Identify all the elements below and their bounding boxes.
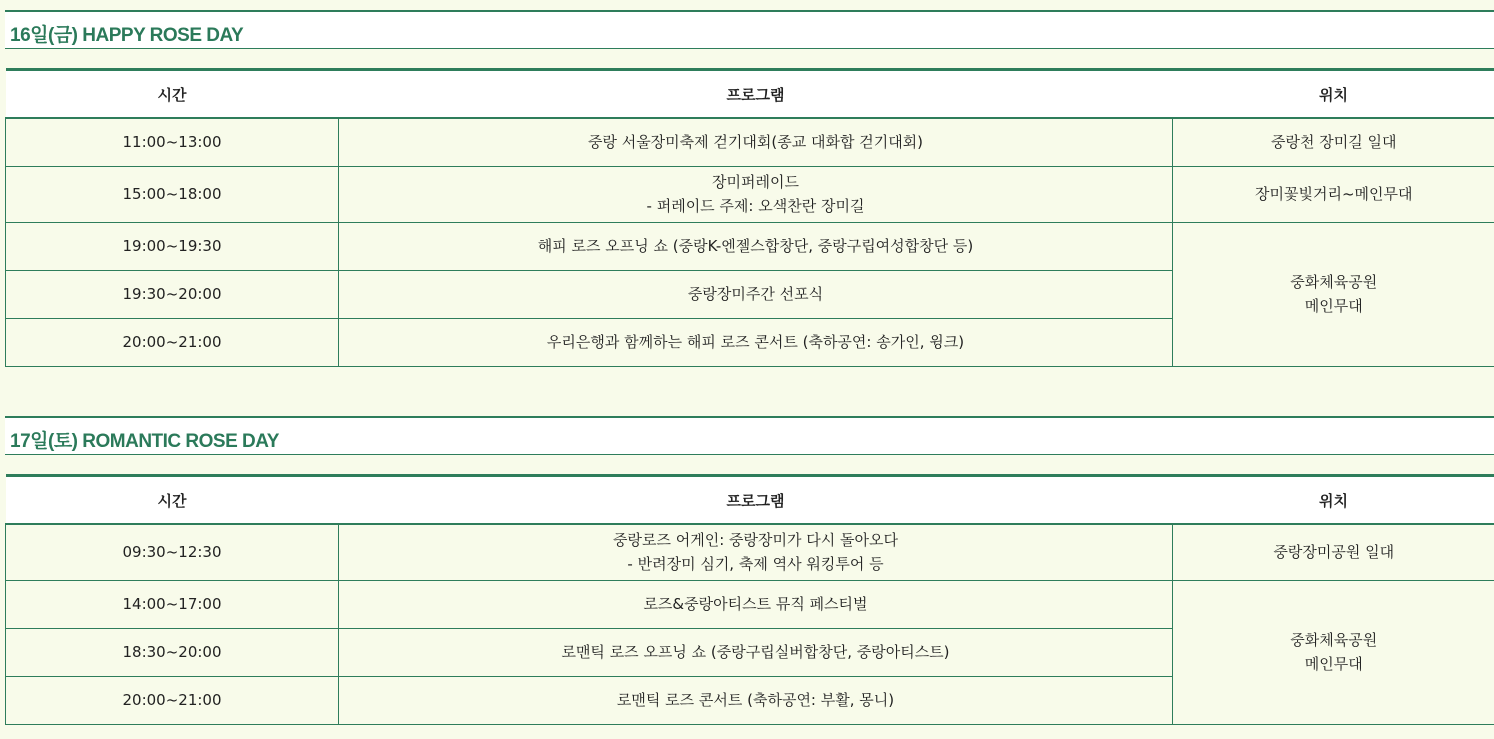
table-header-row (6, 476, 1494, 525)
location-line: 메인무대 (1304, 655, 1363, 673)
program-cell (339, 318, 1173, 366)
program-cell (339, 166, 1173, 222)
location-line: 중화체육공원 (1290, 273, 1378, 291)
program-line: 중랑로즈 어게인: 중랑장미가 다시 돌아오다 (613, 531, 898, 550)
program-line: - 퍼레이드 주제: 오색찬란 장미길 (646, 197, 865, 215)
time-cell: 20:00~21:00 (6, 676, 339, 724)
location-cell (1173, 222, 1494, 366)
table-row (6, 222, 1494, 270)
program-line: - 반려장미 심기, 축제 역사 워킹투어 등 (627, 555, 884, 574)
program-cell (339, 524, 1173, 580)
header-program: 프로그램 (339, 476, 1173, 525)
location-cell (1173, 580, 1494, 724)
program-line: 해피 로즈 오프닝 쇼 (중랑K-엔젤스합창단, 중랑구립여성합창단 등) (537, 237, 974, 255)
table-row (6, 524, 1494, 580)
time-cell: 09:30~12:30 (6, 524, 339, 580)
time-cell: 20:00~21:00 (6, 318, 339, 366)
program-cell (339, 118, 1173, 166)
location-cell (1173, 118, 1494, 166)
location-cell (1173, 166, 1494, 222)
time-cell: 11:00~13:00 (6, 118, 339, 166)
table-header-row (6, 70, 1494, 119)
table-row (6, 580, 1494, 628)
program-line: 로맨틱 로즈 오프닝 쇼 (중랑구립실버합창단, 중랑아티스트) (561, 643, 950, 661)
program-cell (339, 628, 1173, 676)
program-line: 중랑 서울장미축제 걷기대회(종교 대화합 걷기대회) (587, 133, 924, 152)
location-line: 중랑천 장미길 일대 (1271, 133, 1397, 152)
header-program: 프로그램 (339, 70, 1173, 119)
location-line: 메인무대 (1304, 297, 1363, 315)
schedule-table (5, 68, 1494, 367)
location-cell (1173, 524, 1494, 580)
program-line: 로맨틱 로즈 콘서트 (축하공연: 부활, 몽니) (616, 691, 895, 709)
day-header (5, 10, 1494, 49)
program-cell (339, 270, 1173, 318)
time-cell: 19:00~19:30 (6, 222, 339, 270)
header-time: 시간 (6, 476, 339, 525)
program-cell (339, 222, 1173, 270)
location-line: 중랑장미공원 일대 (1273, 543, 1395, 562)
day-title: 17일(토) ROMANTIC ROSE DAY (10, 431, 279, 452)
header-location: 위치 (1173, 476, 1494, 525)
time-cell: 14:00~17:00 (6, 580, 339, 628)
program-line: 우리은행과 함께하는 해피 로즈 콘서트 (축하공연: 송가인, 윙크) (546, 333, 965, 351)
day-header (5, 416, 1494, 455)
table-row (6, 166, 1494, 222)
day-title: 16일(금) HAPPY ROSE DAY (10, 25, 244, 46)
program-cell (339, 580, 1173, 628)
schedule-table (5, 474, 1494, 725)
time-cell: 19:30~20:00 (6, 270, 339, 318)
program-line: 장미퍼레이드 (712, 173, 799, 191)
program-cell (339, 676, 1173, 724)
location-line: 중화체육공원 (1290, 631, 1378, 649)
header-time: 시간 (6, 70, 339, 119)
header-location: 위치 (1173, 70, 1494, 119)
location-line: 장미꽃빛거리~메인무대 (1255, 185, 1413, 203)
time-cell: 15:00~18:00 (6, 166, 339, 222)
table-row (6, 118, 1494, 166)
program-line: 중랑장미주간 선포식 (687, 285, 824, 303)
time-cell: 18:30~20:00 (6, 628, 339, 676)
program-line: 로즈&중랑아티스트 뮤직 페스티벌 (643, 595, 868, 613)
